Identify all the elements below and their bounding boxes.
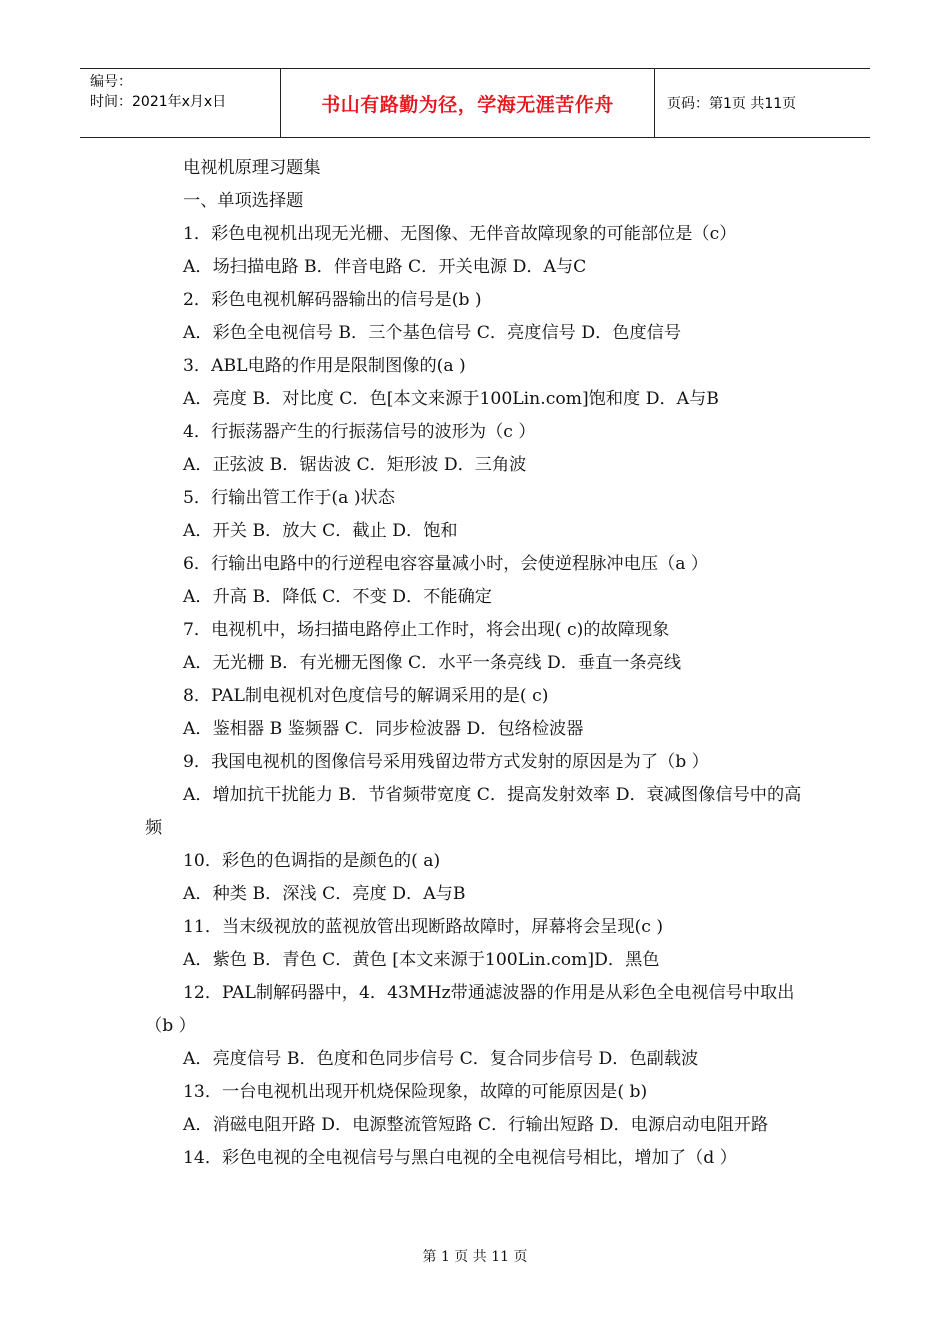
options-1: A．场扫描电路 B．伴音电路 C．开关电源 D．A与C [183, 257, 587, 277]
header-meta-cell [80, 69, 281, 137]
question-5: 5．行输出管工作于(a )状态 [183, 488, 395, 508]
options-11: A．紫色 B．青色 C．黄色 [本文来源于100Lin.com]D．黑色 [183, 950, 660, 970]
question-3: 3．ABL电路的作用是限制图像的(a ) [183, 356, 466, 376]
question-2: 2．彩色电视机解码器输出的信号是(b ) [183, 290, 482, 310]
options-8: A．鉴相器 B 鉴频器 C．同步检波器 D．包络检波器 [183, 719, 584, 739]
options-2: A．彩色全电视信号 B．三个基色信号 C．亮度信号 D．色度信号 [183, 323, 682, 343]
question-13: 13．一台电视机出现开机烧保险现象，故障的可能原因是( b) [183, 1082, 648, 1102]
question-7: 7．电视机中，场扫描电路停止工作时，将会出现( c)的故障现象 [183, 620, 670, 640]
question-1: 1．彩色电视机出现无光栅、无图像、无伴音故障现象的可能部位是（c） [183, 224, 737, 244]
document-title: 电视机原理习题集 [183, 158, 321, 178]
options-6: A．升高 B．降低 C．不变 D．不能确定 [183, 587, 492, 607]
question-8: 8．PAL制电视机对色度信号的解调采用的是( c) [183, 686, 549, 706]
header-page-info: 页码：第1页 共11页 [667, 96, 797, 112]
question-12: 12．PAL制解码器中，4．43MHz带通滤波器的作用是从彩色全电视信号中取出（b ） [145, 983, 795, 1036]
question-11: 11．当末级视放的蓝视放管出现断路故障时，屏幕将会呈现(c ) [183, 917, 664, 937]
section-heading: 一、单项选择题 [183, 191, 304, 211]
options-13: A．消磁电阻开路 D．电源整流管短路 C．行输出短路 D．电源启动电阻开路 [183, 1115, 769, 1135]
document-number-label: 编号： [90, 74, 132, 90]
page-footer: 第 1 页 共 11 页 [422, 1249, 528, 1265]
options-4: A．正弦波 B．锯齿波 C．矩形波 D．三角波 [183, 455, 527, 475]
options-9: A．增加抗干扰能力 B．节省频带宽度 C．提高发射效率 D．衰减图像信号中的高频 [145, 785, 802, 838]
options-12: A．亮度信号 B．色度和色同步信号 C．复合同步信号 D．色副载波 [183, 1049, 699, 1069]
document-body [145, 152, 815, 1175]
options-3: A．亮度 B．对比度 C．色[本文来源于100Lin.com]饱和度 D．A与B [183, 389, 719, 409]
page-header [80, 68, 870, 138]
question-14: 14．彩色电视的全电视信号与黑白电视的全电视信号相比，增加了（d ） [183, 1148, 737, 1168]
document-time-label: 时间：2021年x月x日 [90, 94, 227, 110]
options-7: A．无光栅 B．有光栅无图像 C．水平一条亮线 D．垂直一条亮线 [183, 653, 682, 673]
question-6: 6．行输出电路中的行逆程电容容量减小时，会使逆程脉冲电压（a ） [183, 554, 709, 574]
header-motto: 书山有路勤为径，学海无涯苦作舟 [281, 69, 655, 137]
question-10: 10．彩色的色调指的是颜色的( a) [183, 851, 441, 871]
options-5: A．开关 B．放大 C．截止 D．饱和 [183, 521, 458, 541]
options-10: A．种类 B．深浅 C．亮度 D．A与B [183, 884, 466, 904]
question-4: 4．行振荡器产生的行振荡信号的波形为（c ） [183, 422, 536, 442]
question-9: 9．我国电视机的图像信号采用残留边带方式发射的原因是为了（b ） [183, 752, 709, 772]
